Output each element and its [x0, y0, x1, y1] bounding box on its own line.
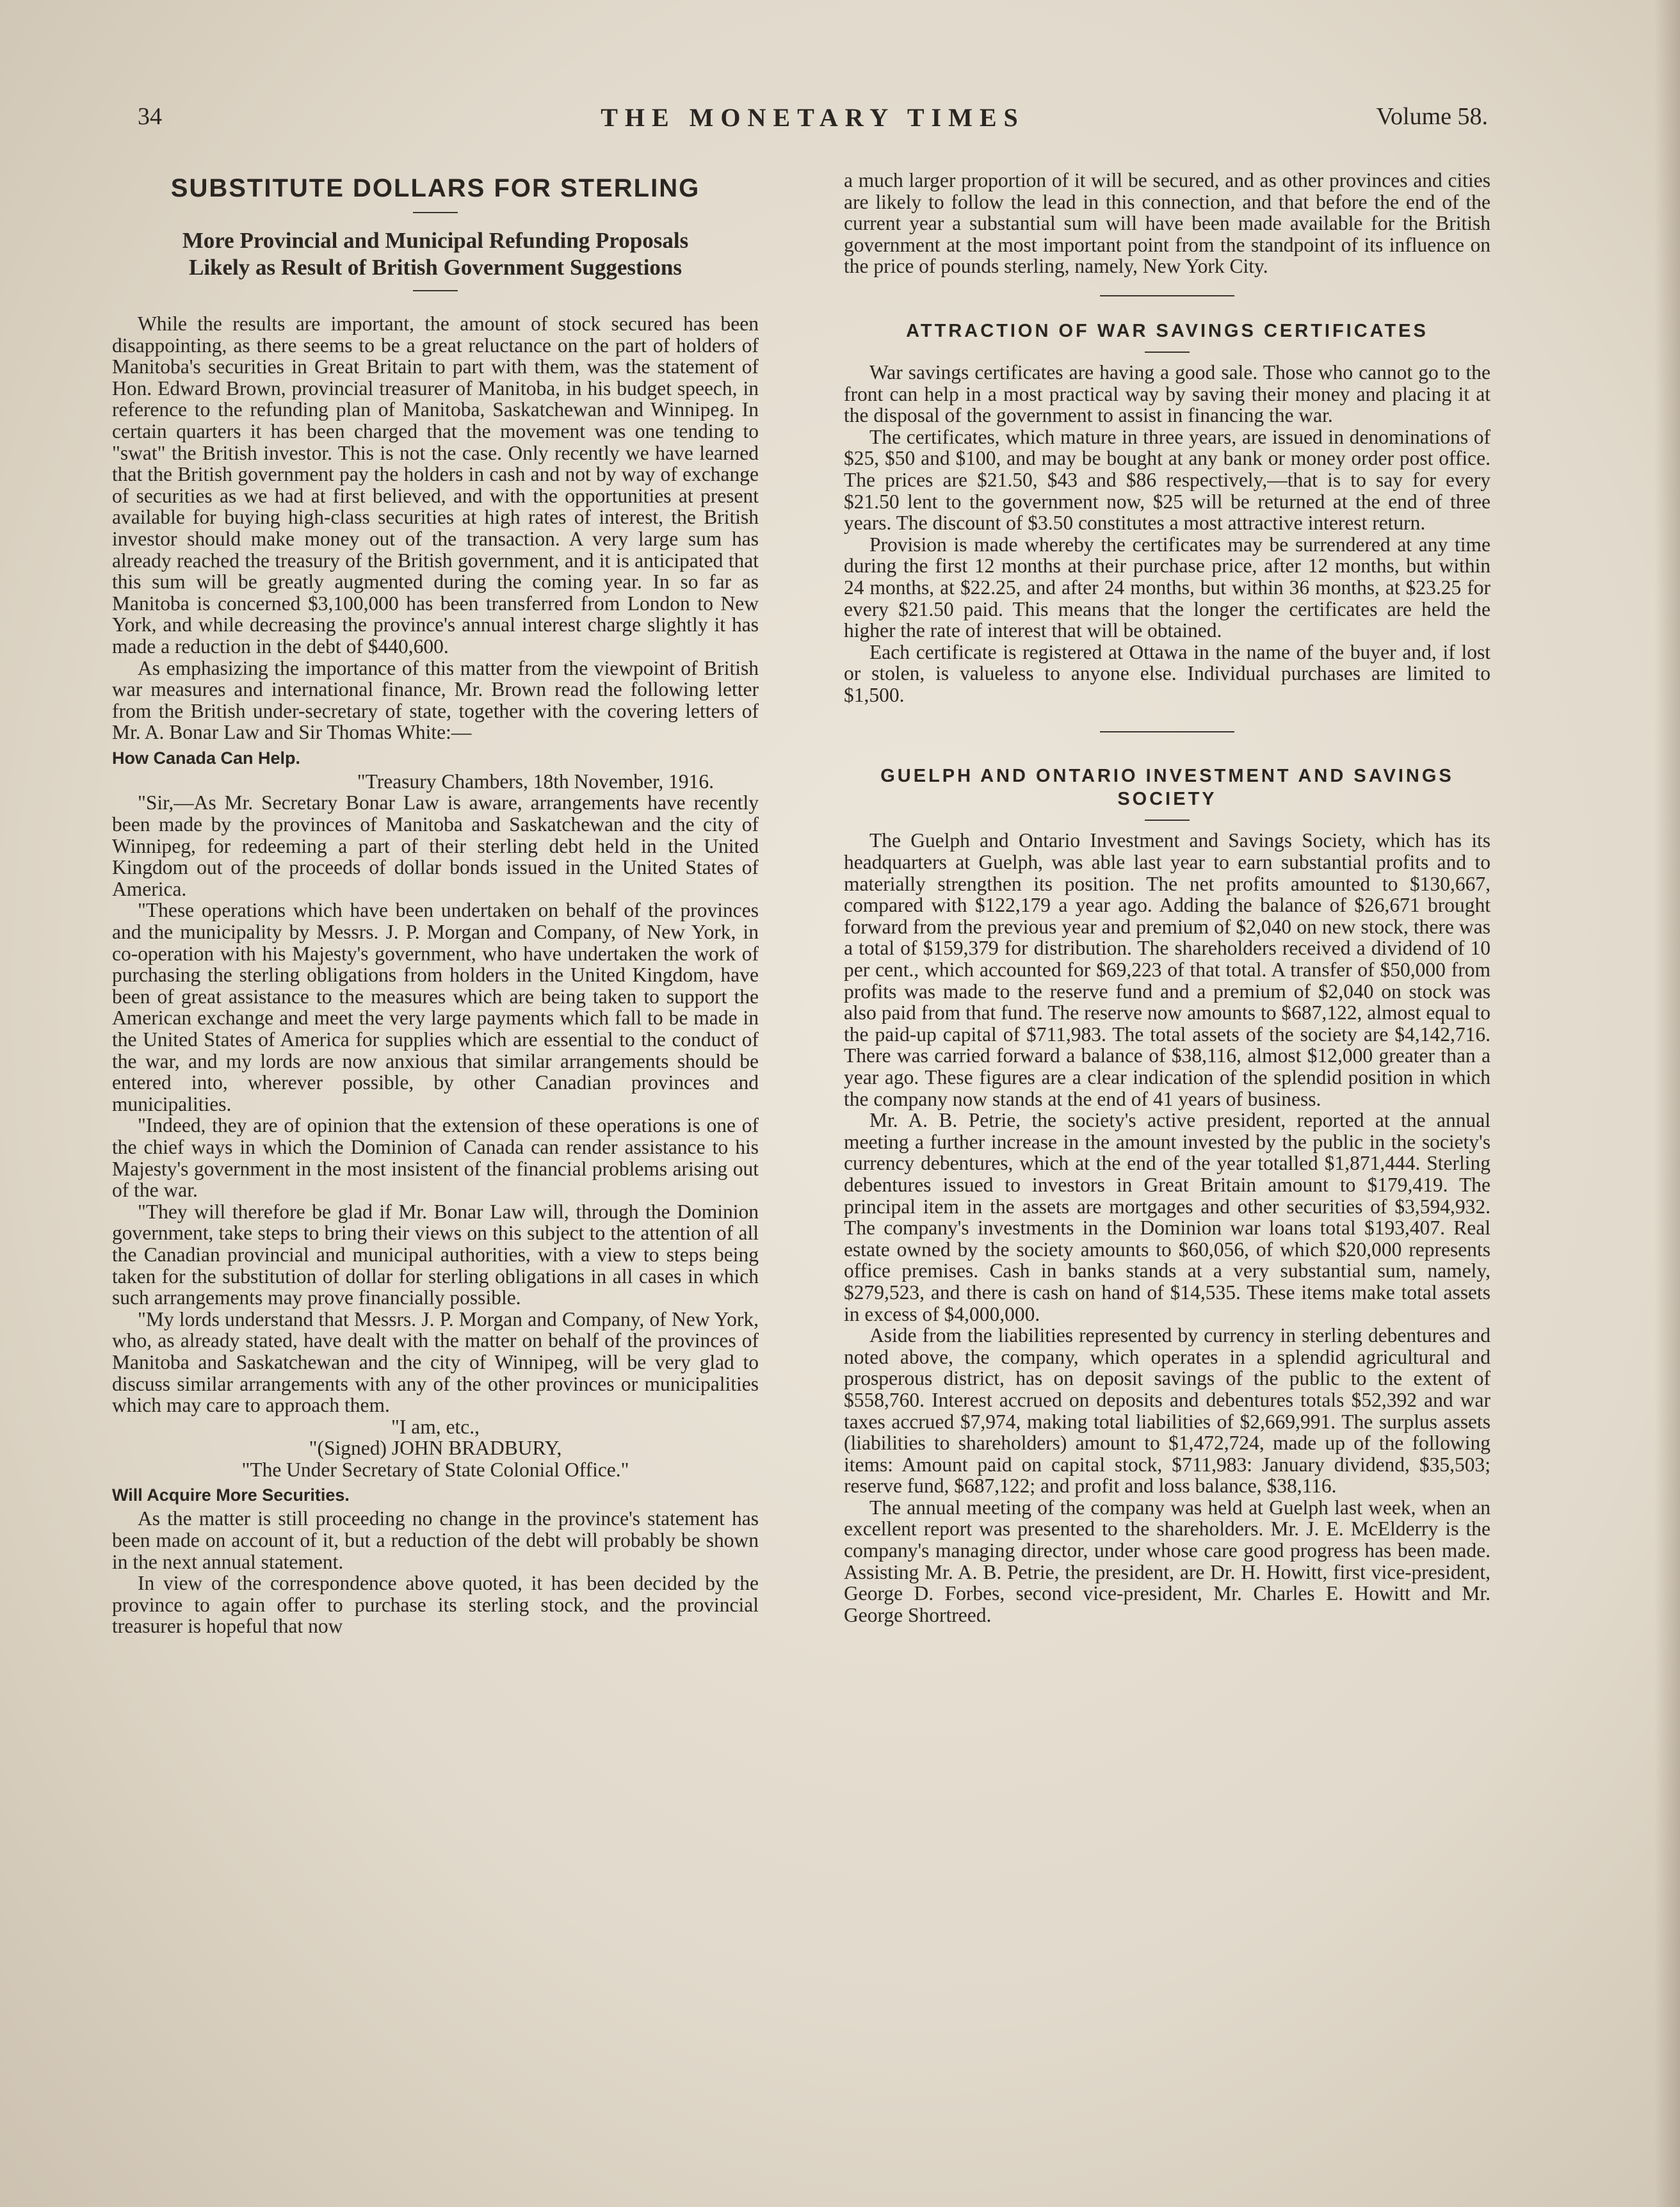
paragraph: Mr. A. B. Petrie, the society's active president, reported at the annual meeting a further increase in the amount invested by the public in the society's currency debentures, which at the end of the year totalled $1,871,444. Sterling debentures issued to investors in Great Britain amount to $179,419. The principal item in the assets are mortgages and other securities of $3,594,932. The company's investments in the Dominion war loans total $193,407. Real estate owned by the society amounts to $60,056, of which $20,000 represents office premises. Cash in banks stands at a very substantial sum, namely, $279,523, and there is cash on hand of $14,535. These items make total assets in excess of $4,000,000. [844, 1109, 1490, 1325]
letter-signoff: "I am, etc., [391, 1415, 480, 1438]
paragraph: As the matter is still proceeding no change in the province's statement has been made on account of it, but a reduction of the debt will probably be shown in the next annual statement. [112, 1507, 759, 1573]
letter-paragraph: "They will therefore be glad if Mr. Bonar Law will, through the Dominion government, take steps to bring their views on this subject to the attention of all the Canadian provincial and municipal authorities, with a view to steps being taken for the substitution of dollar for sterling obligations in all cases in which such arrangements may prove financially possible. [112, 1200, 759, 1309]
page-edge-shadow [1654, 0, 1680, 2207]
article-title-guelph-line2: SOCIETY [1117, 789, 1217, 810]
section-heading-will-acquire: Will Acquire More Securities. [112, 1485, 350, 1505]
paragraph: The Guelph and Ontario Investment and Savings Society, which has its headquarters at Guelph, was able last year to earn substantial profits and to materially strengthen its position. The net profits amounted to $130,667, compared with $122,179 a year ago. Adding the balance of $26,671 brought forward from the previous year and premium of $2,040 on new stock, there was a total of $159,379 for distribution. The shareholders received a dividend of 10 per cent., which accounted for $69,223 of that total. A transfer of $50,000 from profits was made to the reserve fund and a premium of $2,040 on stock was also paid from that fund. The reserve now amounts to $687,122, almost equal to the paid-up capital of $711,983. The total assets of the society are $4,142,716. There was carried forward a balance of $38,116, almost $12,000 greater than a year ago. These figures are a clear indication of the splendid position in which the company now stands at the end of 41 years of business. [844, 829, 1490, 1110]
section-heading-how-canada-can-help: How Canada Can Help. [112, 748, 301, 768]
paragraph: War savings certificates are having a good sale. Those who cannot go to the front can help in a most practical way by saving their money and placing it at the disposal of the government to assist in financing the war. [844, 360, 1490, 427]
divider [1145, 352, 1190, 353]
article-title-guelph-line1: GUELPH AND ONTARIO INVESTMENT AND SAVINGS [880, 766, 1454, 787]
paragraph: The annual meeting of the company was held at Guelph last week, when an excellent report was presented to the shareholders. Mr. J. E. McElderry is the company's managing director, under whose care good progress has been made. Assisting Mr. A. B. Petrie, the president, are Dr. H. Howitt, first vice-president, George D. Forbes, second vice-president, Mr. Charles E. Howitt and Mr. George Shortreed. [844, 1496, 1490, 1626]
section-divider [1100, 731, 1234, 732]
letter-paragraph: "These operations which have been undertaken on behalf of the provinces and the municipality by Messrs. J. P. Morgan and Company, of New York, in co-operation with his Majesty's government, who have undertaken the work of purchasing the sterling obligations from holders in the United Kingdom, have been of great assistance to the measures which are being taken to support the American exchange and meet the very large payments which fall to be made in the United States of America for supplies which are essential to the conduct of the war, and my lords are now anxious that similar arrangements should be entered into, wherever possible, by other Canadian provinces and municipalities. [112, 899, 759, 1115]
paragraph: While the results are important, the amount of stock secured has been disappointing, as there seems to be a great reluctance on the part of holders of Manitoba's securities in Great Britain to part with them, was the statement of Hon. Edward Brown, provincial treasurer of Manitoba, in his budget speech, in reference to the refunding plan of Manitoba, Saskatchewan and Winnipeg. In certain quarters it has been charged that the movement was one tending to "swat" the British investor. This is not the case. Only recently we have learned that the British government pay the holders in cash and not by way of exchange of securities as we had at first believed, and with the opportunities at present available for buying high-class securities at high rates of interest, the British investor should make money out of the transaction. A very large sum has already reached the treasury of the British government, and it is anticipated that this sum will be greatly augmented during the coming year. In so far as Manitoba is concerned $3,100,000 has been transferred from London to New York, and while decreasing the province's annual interest charge slightly it has made a reduction in the debt of $440,600. [112, 312, 759, 658]
paragraph: Each certificate is registered at Ottawa in the name of the buyer and, if lost or stolen, is valueless to anyone else. Individual purchases are limited to $1,500. [844, 640, 1490, 706]
publication-title: THE MONETARY TIMES [601, 103, 1025, 132]
paragraph: In view of the correspondence above quoted, it has been decided by the province to again offer to purchase its sterling stock, and the provincial treasurer is hopeful that now [112, 1572, 759, 1638]
article-subtitle-line2: Likely as Result of British Government Suggestions [188, 255, 682, 280]
divider [413, 212, 458, 213]
article-title-substitute-dollars: SUBSTITUTE DOLLARS FOR STERLING [170, 174, 700, 202]
paragraph: The certificates, which mature in three years, are issued in denominations of $25, $50 and $100, and may be bought at any bank or money order post office. The prices are $21.50, $43 and $86 respectively,—that is to say for every $21.50 lent to the government now, $25 will be returned at the end of three years. The discount of $3.50 constitutes a most attractive interest return. [844, 425, 1490, 535]
divider [1145, 820, 1190, 821]
right-column [844, 170, 1490, 1626]
letter-paragraph: "My lords understand that Messrs. J. P. Morgan and Company, of New York, who, as already stated, have dealt with the matter on behalf of the provinces of Manitoba and Saskatchewan and the city of Winnipeg, will be very glad to discuss similar arrangements with any of the other provinces or municipalities which may care to approach them. [112, 1307, 759, 1417]
paragraph: Provision is made whereby the certificates may be surrendered at any time during the first 12 months at their purchase price, after 12 months, but within 24 months, at $22.25, and after 24 months, but within 36 months, at $23.25 for every $21.50 paid. This means that the longer the certificates are held the higher the rate of interest that will be obtained. [844, 533, 1490, 642]
paragraph: As emphasizing the importance of this matter from the viewpoint of British war measures and international finance, Mr. Brown read the following letter from the British under-secretary of state, together with the covering letters of Mr. A. Bonar Law and Sir Thomas White:— [112, 656, 759, 744]
letter-signature-title: "The Under Secretary of State Colonial Office." [241, 1458, 629, 1481]
letter-signature: "(Signed) JOHN BRADBURY, [309, 1437, 562, 1460]
left-column [112, 168, 759, 1637]
article-title-war-savings: ATTRACTION OF WAR SAVINGS CERTIFICATES [906, 320, 1428, 341]
section-divider [1100, 295, 1234, 296]
page-number: 34 [138, 103, 162, 130]
paragraph: Aside from the liabilities represented by currency in sterling debentures and noted above, the company, which operates in a splendid agricultural and prosperous district, has on deposit savings of the public to the extent of $558,760. Interest accrued on deposits and debentures totals $52,392 and war taxes accrued $7,974, making total liabilities of $2,669,991. The surplus assets (liabilities to shareholders) amount to $1,472,724, made up of the following items: Amount paid on capital stock, $711,983: January dividend, $35,503; reserve fund, $687,122; and profit and loss balance, $38,116. [844, 1324, 1490, 1498]
volume-label: Volume 58. [1376, 103, 1488, 130]
divider [413, 290, 458, 291]
letter-paragraph: "Sir,—As Mr. Secretary Bonar Law is aware, arrangements have recently been made by the provinces of Manitoba and Saskatchewan and the city of Winnipeg, for redeeming a part of their sterling debt held in the United Kingdom out of the proceeds of dollar bonds issued in the United States of America. [112, 791, 759, 900]
article-subtitle-line1: More Provincial and Municipal Refunding Proposals [182, 228, 689, 253]
letter-paragraph: "Indeed, they are of opinion that the extension of these operations is one of the chief ways in which the Dominion of Canada can render assistance to his Majesty's government in the most insistent of the financial problems arising out of the war. [112, 1114, 759, 1202]
letter-dateline: "Treasury Chambers, 18th November, 1916. [357, 770, 714, 793]
paragraph-continued: a much larger proportion of it will be secured, and as other provinces and cities are likely to follow the lead in this connection, and that before the end of the current year a substantial sum will have been made available for the British government at the most important point from the standpoint of its influence on the price of pounds sterling, namely, New York City. [844, 169, 1490, 278]
running-head [138, 102, 1488, 141]
